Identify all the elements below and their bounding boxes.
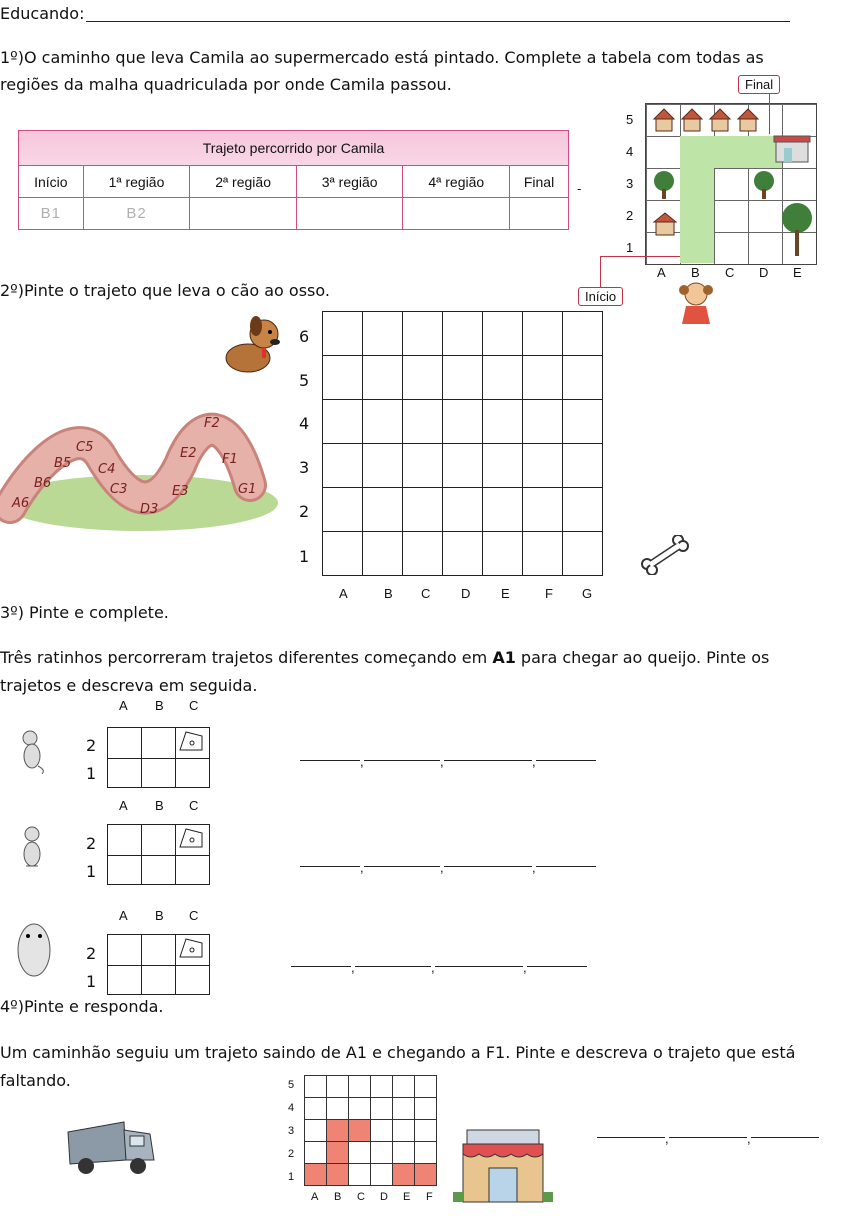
final-callout: Final [738,75,780,94]
ex4-statement-line2: faltando. [0,1071,71,1090]
m1-row-1: 1 [86,764,97,783]
ex4-sep-1: , [665,1131,669,1146]
dog-col-label-e: E [501,586,510,601]
final-callout-pointer [769,94,770,134]
m1-col-b: B [155,698,164,713]
route-col-3: 3ª região [296,166,403,198]
tree-icon-3 [780,202,814,262]
svg-text:E2: E2 [180,446,197,461]
ex3-line1-pre: Três ratinhos percorreram trajetos diferentes começando em [0,648,493,667]
mouse-cell-cheese[interactable] [176,935,210,966]
mouse-cell[interactable] [142,856,176,885]
ex4-answer-2[interactable] [669,1137,747,1138]
svg-text:F1: F1 [222,452,238,467]
ex3-line1-post: para chegar ao queijo. Pinte os [515,648,770,667]
truck-cell[interactable] [349,1098,371,1120]
m3-col-a: A [119,908,128,923]
svg-text:C4: C4 [98,462,116,477]
mouse-cell[interactable] [108,966,142,995]
truck-cell[interactable] [305,1142,327,1164]
dog-cell[interactable] [483,312,523,356]
mouse-grid-3[interactable] [107,934,210,995]
dog-cell[interactable] [523,356,563,400]
path-snake-illustration [0,395,280,535]
truck-cell[interactable] [371,1164,393,1186]
m1-sep-3: , [532,754,536,769]
truck-col-f: F [426,1191,433,1203]
truck-cell-painted[interactable] [393,1164,415,1186]
route-cell-final[interactable] [510,198,569,230]
truck-cell[interactable] [371,1098,393,1120]
truck-row-4: 4 [288,1102,295,1114]
route-col-1: 1ª região [83,166,190,198]
map-col-label-a: A [657,265,666,280]
truck-cell-painted[interactable] [327,1164,349,1186]
dog-row-label-2: 2 [299,502,310,521]
dog-cell[interactable] [523,444,563,488]
m2-answer-1[interactable] [300,866,360,867]
m3-row-1: 1 [86,972,97,991]
truck-row-2: 2 [288,1148,295,1160]
house-icon [652,212,678,240]
truck-cell-painted[interactable] [327,1142,349,1164]
ex3-line1-bold: A1 [492,648,516,667]
dog-cell[interactable] [403,532,443,576]
tree-icon [650,170,678,204]
dog-cell[interactable] [363,400,403,444]
m3-sep-3: , [523,960,527,975]
dog-cell[interactable] [523,312,563,356]
dog-cell[interactable] [323,444,363,488]
truck-col-d: D [380,1191,388,1203]
truck-cell[interactable] [415,1076,437,1098]
dog-col-label-b: B [384,586,393,601]
mouse-cell[interactable] [108,759,142,788]
m3-answer-1[interactable] [291,966,351,967]
m2-sep-3: , [532,860,536,875]
truck-cell[interactable] [371,1142,393,1164]
truck-cell[interactable] [349,1076,371,1098]
m2-answer-3[interactable] [444,866,532,867]
dog-grid[interactable] [322,311,603,576]
start-callout-pointer-h [600,256,680,257]
m3-sep-2: , [431,960,435,975]
route-col-2: 2ª região [190,166,297,198]
m3-answer-2[interactable] [355,966,431,967]
truck-cell[interactable] [305,1098,327,1120]
dog-cell[interactable] [443,356,483,400]
mouse-cell[interactable] [176,759,210,788]
m1-answer-2[interactable] [364,760,440,761]
truck-col-b: B [334,1191,342,1203]
dog-cell[interactable] [563,312,603,356]
dog-cell[interactable] [483,444,523,488]
truck-grid[interactable] [304,1075,437,1186]
mouse-cell-cheese[interactable] [176,728,210,759]
map-col-label-b: B [691,265,700,280]
mouse-grid-1[interactable] [107,727,210,788]
map-row-label-2: 2 [626,208,634,223]
supermarket-map-grid [645,103,817,265]
truck-cell-painted[interactable] [305,1164,327,1186]
houses-row-icon [652,107,780,133]
girl-icon [676,280,716,330]
ex4-answer-3[interactable] [751,1137,819,1138]
m2-answer-4[interactable] [536,866,596,867]
truck-cell[interactable] [393,1076,415,1098]
m3-row-2: 2 [86,944,97,963]
mouse-cell[interactable] [142,935,176,966]
map-col-label-e: E [793,265,802,280]
dog-cell[interactable] [403,356,443,400]
dog-cell[interactable] [563,400,603,444]
truck-cell[interactable] [371,1076,393,1098]
truck-cell[interactable] [393,1142,415,1164]
mouse-cell[interactable] [108,825,142,856]
mouse-cell-cheese[interactable] [176,825,210,856]
map-col-label-d: D [759,265,769,280]
m1-row-2: 2 [86,736,97,755]
store-icon [453,1128,553,1208]
tree-icon-2 [750,170,778,204]
truck-cell[interactable] [393,1120,415,1142]
dog-cell[interactable] [403,312,443,356]
route-cell-2[interactable] [190,198,297,230]
dog-cell[interactable] [483,532,523,576]
m2-row-2: 2 [86,834,97,853]
dog-row-label-6: 6 [299,327,310,346]
map-col-label-c: C [725,265,735,280]
start-callout: Início [578,287,623,306]
dog-cell[interactable] [563,488,603,532]
cheese-icon [176,825,206,851]
dog-col-label-g: G [582,586,593,601]
mouse-cell[interactable] [108,856,142,885]
svg-text:E3: E3 [172,484,189,499]
m3-col-b: B [155,908,164,923]
truck-cell[interactable] [415,1098,437,1120]
dog-col-label-a: A [339,586,348,601]
svg-text:C3: C3 [110,482,128,497]
dog-cell[interactable] [363,312,403,356]
svg-text:G1: G1 [238,482,257,497]
dog-cell[interactable] [443,532,483,576]
mouse-cell[interactable] [142,825,176,856]
dog-cell[interactable] [363,444,403,488]
truck-cell[interactable] [327,1076,349,1098]
m1-answer-3[interactable] [444,760,532,761]
svg-text:B5: B5 [54,456,72,471]
dog-cell[interactable] [563,444,603,488]
map-path-column-b [680,136,714,263]
dog-col-label-c: C [421,586,431,601]
truck-cell-painted[interactable] [349,1120,371,1142]
bone-icon [640,535,690,579]
m1-sep-2: , [440,754,444,769]
ex4-title: 4º)Pinte e responda. [0,997,164,1016]
truck-row-5: 5 [288,1079,295,1091]
route-table [18,130,569,230]
truck-cell[interactable] [349,1164,371,1186]
svg-text:D3: D3 [140,502,159,517]
route-cell-4[interactable] [403,198,510,230]
cheese-icon [176,728,206,754]
mouse-cell[interactable] [108,935,142,966]
m2-col-a: A [119,798,128,813]
cheese-icon [176,935,206,961]
ex3-statement-line2: trajetos e descreva em seguida. [0,676,258,695]
ex1-statement-line2: regiões da malha quadriculada por onde Camila passou. [0,75,452,94]
route-cell-3[interactable] [296,198,403,230]
route-col-start: Início [19,166,84,198]
dog-col-label-f: F [545,586,553,601]
mouse-cell[interactable] [108,728,142,759]
truck-cell[interactable] [371,1120,393,1142]
m3-answer-3[interactable] [435,966,523,967]
m1-answer-4[interactable] [536,760,596,761]
dog-cell[interactable] [563,356,603,400]
dog-row-label-4: 4 [299,414,310,433]
route-table-title: Trajeto percorrido por Camila [19,131,569,166]
dog-cell[interactable] [403,444,443,488]
dog-cell[interactable] [563,532,603,576]
truck-cell[interactable] [349,1142,371,1164]
truck-row-3: 3 [288,1125,295,1137]
m1-answer-1[interactable] [300,760,360,761]
ex2-title: 2º)Pinte o trajeto que leva o cão ao osso. [0,281,330,300]
truck-col-a: A [311,1191,319,1203]
dog-cell[interactable] [323,532,363,576]
dog-cell[interactable] [443,312,483,356]
map-row-label-5: 5 [626,112,634,127]
start-callout-pointer [600,256,601,287]
dog-cell[interactable] [523,400,563,444]
truck-cell[interactable] [305,1076,327,1098]
truck-icon [64,1118,160,1182]
mouse-cell[interactable] [142,966,176,995]
ex3-title: 3º) Pinte e complete. [0,603,169,622]
m3-answer-4[interactable] [527,966,587,967]
map-row-label-4: 4 [626,144,634,159]
dog-col-label-d: D [461,586,471,601]
dog-row-label-5: 5 [299,371,310,390]
mouse-cell[interactable] [176,966,210,995]
mouse-cell[interactable] [142,728,176,759]
dog-cell[interactable] [443,488,483,532]
ex4-statement-line1: Um caminhão seguiu um trajeto saindo de A1 e chegando a F1. Pinte e descreva o trajeto que está [0,1043,796,1062]
truck-col-e: E [403,1191,411,1203]
dog-cell[interactable] [483,488,523,532]
svg-text:F2: F2 [204,416,220,431]
dog-cell[interactable] [363,488,403,532]
dog-cell[interactable] [323,488,363,532]
truck-cell[interactable] [393,1098,415,1120]
dog-row-label-1: 1 [299,547,310,566]
m2-col-b: B [155,798,164,813]
mouse-cell[interactable] [176,856,210,885]
m1-sep-1: , [360,754,364,769]
dog-cell[interactable] [483,400,523,444]
truck-row-1: 1 [288,1171,295,1183]
mouse-grid-2[interactable] [107,824,210,885]
m2-col-c: C [189,798,199,813]
dog-cell[interactable] [483,356,523,400]
dog-cell[interactable] [443,400,483,444]
m1-col-a: A [119,698,128,713]
dog-cell[interactable] [363,356,403,400]
m3-sep-1: , [351,960,355,975]
ex4-sep-2: , [747,1131,751,1146]
m1-col-c: C [189,698,199,713]
dog-cell[interactable] [323,400,363,444]
dog-icon [220,314,286,384]
dog-cell[interactable] [403,488,443,532]
student-name-line[interactable] [86,21,790,22]
mouse-icon-3 [14,912,54,986]
svg-text:A6: A6 [12,496,30,511]
dog-cell[interactable] [403,400,443,444]
ex1-statement-line1: 1º)O caminho que leva Camila ao supermercado está pintado. Complete a tabela com todas as [0,48,764,67]
dash-mark: - [577,181,582,196]
m2-sep-1: , [360,860,364,875]
m2-row-1: 1 [86,862,97,881]
dog-cell[interactable] [523,488,563,532]
mouse-cell[interactable] [142,759,176,788]
truck-cell-painted[interactable] [327,1120,349,1142]
supermarket-icon [770,130,814,164]
truck-col-c: C [357,1191,365,1203]
dog-cell[interactable] [443,444,483,488]
dog-cell[interactable] [523,532,563,576]
svg-text:B6: B6 [34,476,52,491]
m2-sep-2: , [440,860,444,875]
truck-cell[interactable] [415,1142,437,1164]
ex3-statement-line1 [0,648,769,668]
dog-cell[interactable] [323,312,363,356]
truck-cell[interactable] [327,1098,349,1120]
m2-answer-2[interactable] [364,866,440,867]
dog-row-label-3: 3 [299,458,310,477]
truck-cell[interactable] [415,1120,437,1142]
route-col-final: Final [510,166,569,198]
svg-text:C5: C5 [76,440,94,455]
truck-cell[interactable] [305,1120,327,1142]
route-cell-1[interactable]: B2 [83,198,190,230]
truck-cell-painted[interactable] [415,1164,437,1186]
map-row-label-3: 3 [626,176,634,191]
dog-cell[interactable] [323,356,363,400]
student-label: Educando: [0,4,85,23]
mouse-icon [18,728,48,778]
dog-cell[interactable] [363,532,403,576]
mouse-icon-2 [18,826,48,876]
route-col-4: 4ª região [403,166,510,198]
route-cell-start[interactable]: B1 [19,198,84,230]
map-row-label-1: 1 [626,240,634,255]
m3-col-c: C [189,908,199,923]
ex4-answer-1[interactable] [597,1137,665,1138]
